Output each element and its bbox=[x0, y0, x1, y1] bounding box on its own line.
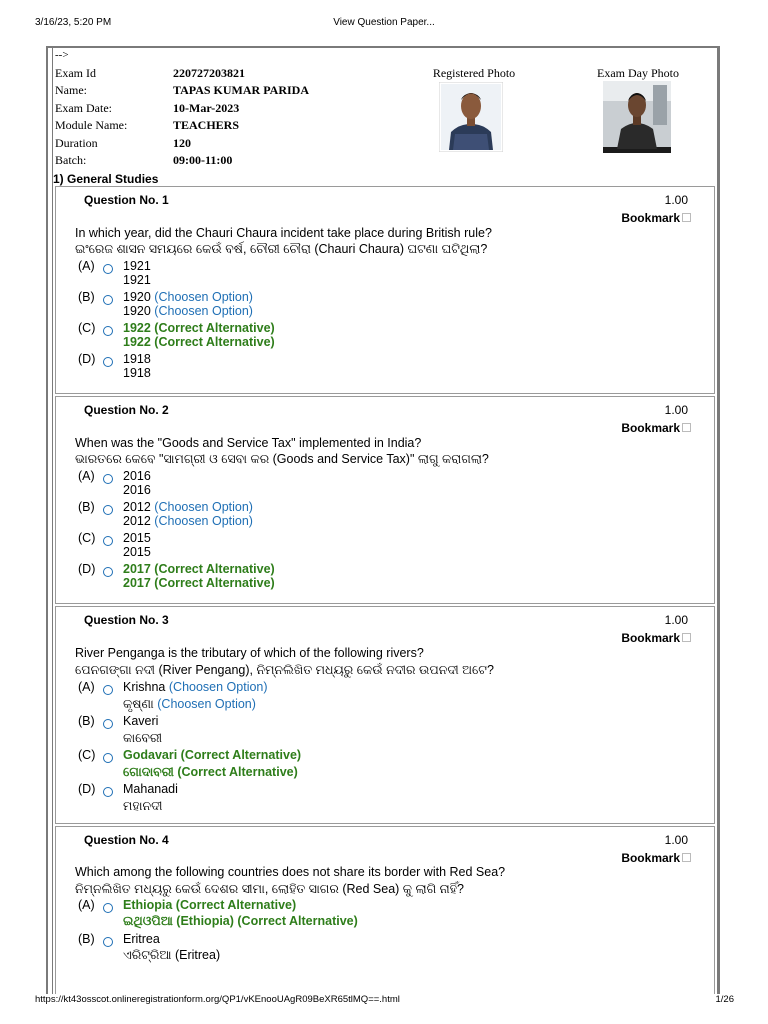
module-name-value: TEACHERS bbox=[173, 118, 240, 133]
option-text: 1918 bbox=[123, 352, 151, 366]
option-label: (A) bbox=[78, 469, 95, 483]
page-url[interactable]: https://kt43osscot.onlineregistrationform.org/QP1/vKEnooUAgR09BeXR65tlMQ==.html bbox=[35, 994, 400, 1005]
option-text: Mahanadi bbox=[123, 782, 178, 796]
chosen-option-tag: (Choosen Option) bbox=[154, 500, 253, 514]
duration-label: Duration bbox=[55, 135, 98, 150]
exam-day-photo bbox=[603, 81, 671, 153]
question-marks: 1.00 bbox=[664, 403, 688, 417]
option-text-translation: 1918 bbox=[123, 366, 151, 380]
question-text-odia: ନିମ୍ନଲିଖିତ ମଧ୍ୟରୁ କେଉଁ ଦେଶର ସୀମା, ଲୋହିତ ସାଗର (Red Sea) କୁ ଲାଗି ନାହିଁ? bbox=[75, 882, 464, 896]
name-value: TAPAS KUMAR PARIDA bbox=[173, 83, 309, 98]
option-label: (A) bbox=[78, 680, 95, 694]
correct-option-text-translation: 1922 (Correct Alternative) bbox=[123, 335, 275, 349]
section-title: 1) General Studies bbox=[53, 172, 159, 186]
stray-comment-text: --> bbox=[55, 49, 69, 61]
option-radio[interactable] bbox=[103, 264, 113, 274]
registered-photo-label: Registered Photo bbox=[432, 66, 516, 80]
option-text: Krishna bbox=[123, 680, 166, 694]
chosen-option-tag: (Choosen Option) bbox=[154, 304, 253, 318]
bookmark-label: Bookmark bbox=[621, 421, 680, 435]
bookmark-label: Bookmark bbox=[621, 211, 680, 225]
question-text-english: In which year, did the Chauri Chaura incident take place during British rule? bbox=[75, 226, 492, 240]
option-label: (A) bbox=[78, 259, 95, 273]
option-label: (C) bbox=[78, 748, 96, 762]
option-label: (B) bbox=[78, 500, 95, 514]
question-text-english: When was the "Goods and Service Tax" implemented in India? bbox=[75, 436, 422, 450]
option-text: 2015 bbox=[123, 531, 151, 545]
question-number: Question No. 2 bbox=[84, 403, 169, 417]
option-radio[interactable] bbox=[103, 505, 113, 515]
exam-date-value: 10-Mar-2023 bbox=[173, 100, 240, 115]
option-text: 2012 bbox=[123, 500, 151, 514]
chosen-option-tag: (Choosen Option) bbox=[154, 290, 253, 304]
name-label: Name: bbox=[55, 83, 87, 98]
question-number: Question No. 4 bbox=[84, 833, 169, 847]
bookmark-checkbox[interactable] bbox=[682, 853, 691, 862]
option-text-translation: 1920 bbox=[123, 304, 151, 318]
question-marks: 1.00 bbox=[664, 613, 688, 627]
exam-date-label: Exam Date: bbox=[55, 100, 112, 115]
option-radio[interactable] bbox=[103, 326, 113, 336]
option-label: (D) bbox=[78, 352, 96, 366]
question-number: Question No. 3 bbox=[84, 613, 169, 627]
question-card bbox=[55, 826, 715, 994]
question-card bbox=[55, 186, 715, 394]
option-label: (A) bbox=[78, 898, 95, 912]
question-text-odia: ଇଂରେଜ ଶାସନ ସମୟରେ କେଉଁ ବର୍ଷ, ଚୌରୀ ଚୌରା (Chauri Chaura) ଘଟଣା ଘଟିଥିଲା? bbox=[75, 242, 488, 256]
exam-day-photo-label: Exam Day Photo bbox=[597, 66, 679, 80]
bookmark-checkbox[interactable] bbox=[682, 423, 691, 432]
correct-option-text-translation: 2017 (Correct Alternative) bbox=[123, 576, 275, 590]
module-name-label: Module Name: bbox=[55, 118, 128, 133]
option-radio[interactable] bbox=[103, 567, 113, 577]
page-number: 1/26 bbox=[715, 994, 734, 1005]
bookmark-label: Bookmark bbox=[621, 851, 680, 865]
option-text-translation: ଏରିଟ୍ରିଆ (Eritrea) bbox=[123, 948, 221, 962]
option-text-translation: ମହାନଦୀ bbox=[123, 799, 163, 813]
option-label: (C) bbox=[78, 321, 96, 335]
option-text-translation: 2012 bbox=[123, 514, 151, 528]
option-text-translation: 2016 bbox=[123, 483, 151, 497]
option-text-translation: 1921 bbox=[123, 273, 151, 287]
option-radio[interactable] bbox=[103, 357, 113, 367]
chosen-option-tag: (Choosen Option) bbox=[168, 680, 268, 694]
batch-label: Batch: bbox=[55, 152, 87, 167]
correct-option-text: 2017 (Correct Alternative) bbox=[123, 562, 275, 576]
bookmark-checkbox[interactable] bbox=[682, 633, 691, 642]
question-marks: 1.00 bbox=[664, 833, 688, 847]
question-card bbox=[55, 396, 715, 604]
option-text-translation: 2015 bbox=[123, 545, 151, 559]
option-label: (B) bbox=[78, 932, 95, 946]
registered-photo bbox=[439, 82, 503, 152]
correct-option-text-translation: ଗୋଦାବରୀ (Correct Alternative) bbox=[123, 765, 298, 779]
question-marks: 1.00 bbox=[664, 193, 688, 207]
option-radio[interactable] bbox=[103, 685, 113, 695]
question-paper-frame bbox=[46, 46, 720, 994]
correct-option-text: Godavari (Correct Alternative) bbox=[123, 748, 302, 762]
option-radio[interactable] bbox=[103, 903, 113, 913]
option-label: (D) bbox=[78, 782, 96, 796]
correct-option-text: Ethiopia (Correct Alternative) bbox=[123, 898, 297, 912]
print-date: 3/16/23, 5:20 PM bbox=[35, 17, 112, 28]
exam-id-value: 220727203821 bbox=[173, 66, 245, 80]
option-text: Kaveri bbox=[123, 714, 159, 728]
option-text: 1920 bbox=[123, 290, 151, 304]
question-text-odia: ଭାରତରେ କେବେ "ସାମଗ୍ରୀ ଓ ସେବା କର (Goods and Service Tax)" ଲାଗୁ କରାଗଲା? bbox=[75, 452, 489, 466]
bookmark-label: Bookmark bbox=[621, 631, 680, 645]
batch-value: 09:00-11:00 bbox=[173, 152, 233, 167]
print-footer bbox=[0, 994, 768, 1008]
option-radio[interactable] bbox=[103, 295, 113, 305]
question-paper-inner bbox=[52, 48, 718, 994]
exam-id-label: Exam Id bbox=[55, 66, 96, 80]
option-radio[interactable] bbox=[103, 474, 113, 484]
correct-option-text: 1922 (Correct Alternative) bbox=[123, 321, 275, 335]
option-label: (B) bbox=[78, 290, 95, 304]
option-radio[interactable] bbox=[103, 937, 113, 947]
print-title: View Question Paper... bbox=[333, 17, 435, 28]
question-text-english: River Penganga is the tributary of which of the following rivers? bbox=[75, 646, 424, 660]
option-text-translation: କୃଷ୍ଣା bbox=[123, 697, 154, 711]
question-text-odia: ପେନଗଙ୍ଗା ନଦୀ (River Pengang), ନିମ୍ନଲିଖିତ ମଧ୍ୟରୁ କେଉଁ ନଦୀର ଉପନଦୀ ଅଟେ? bbox=[75, 663, 494, 677]
chosen-option-tag: (Choosen Option) bbox=[154, 514, 253, 528]
question-text-english: Which among the following countries does not share its border with Red Sea? bbox=[75, 865, 506, 879]
option-label: (B) bbox=[78, 714, 95, 728]
option-radio[interactable] bbox=[103, 753, 113, 763]
correct-option-text-translation: ଇଥିଓପିଆ (Ethiopia) (Correct Alternative) bbox=[123, 914, 358, 928]
option-label: (D) bbox=[78, 562, 96, 576]
option-radio[interactable] bbox=[103, 536, 113, 546]
print-header bbox=[0, 17, 768, 31]
option-text-translation: କାବେରୀ bbox=[123, 731, 163, 745]
question-number: Question No. 1 bbox=[84, 193, 169, 207]
duration-value: 120 bbox=[173, 135, 191, 150]
option-radio[interactable] bbox=[103, 787, 113, 797]
option-radio[interactable] bbox=[103, 719, 113, 729]
option-text: 1921 bbox=[123, 259, 151, 273]
option-text: 2016 bbox=[123, 469, 151, 483]
chosen-option-tag: (Choosen Option) bbox=[157, 697, 256, 711]
question-card bbox=[55, 606, 715, 824]
option-text: Eritrea bbox=[123, 932, 160, 946]
option-label: (C) bbox=[78, 531, 96, 545]
bookmark-checkbox[interactable] bbox=[682, 213, 691, 222]
